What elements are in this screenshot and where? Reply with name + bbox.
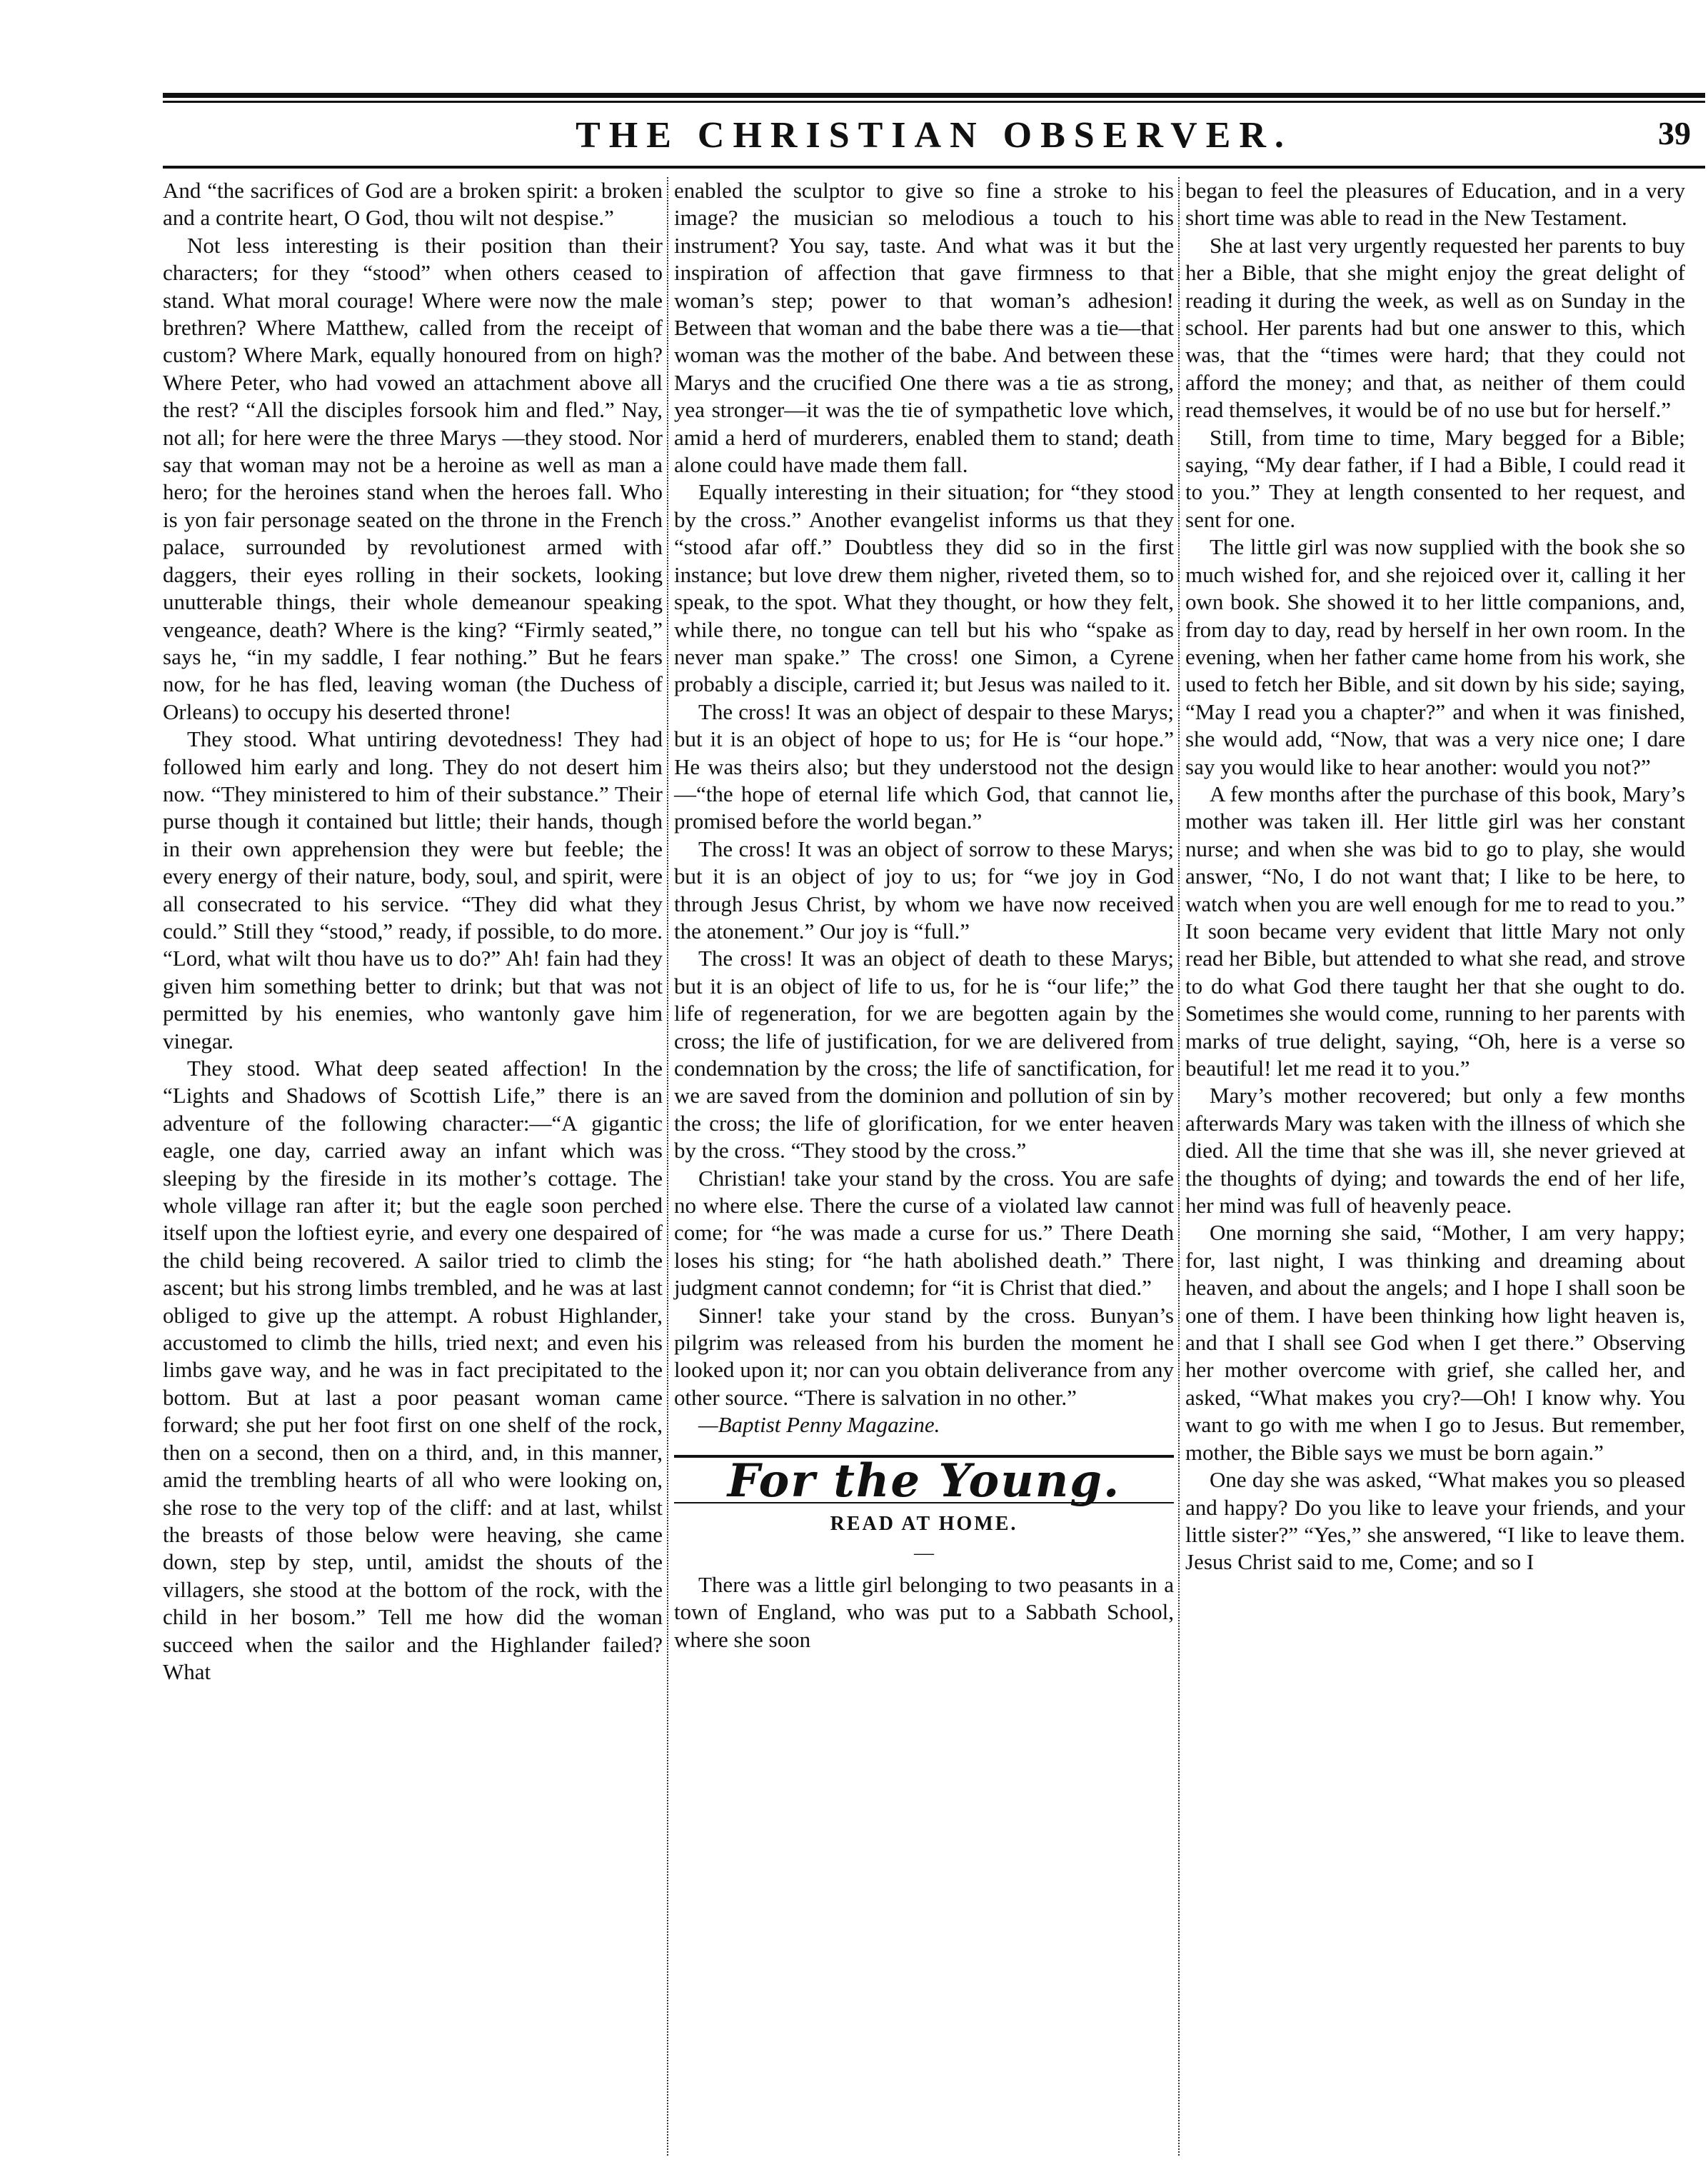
paragraph: They stood. What deep seated affection! In the “Lights and Shadows of Scottish Life,” there is an adventure of the following character:—“A gigantic eagle, one day, carried away an infant which was sleeping by the fireside in its mother’s cottage. The whole village ran after it; but the eagle soon perched itself upon the loftiest eyrie, and every one despaired of the child being recovered. A sailor tried to climb the ascent; but his strong limbs trembled, and he was at last obliged to give up the attempt. A robust Highlander, accustomed to climb the hills, tried next; and even his limbs gave way, and he was in fact precipitated to the bottom. But at last a poor peasant woman came forward; she put her foot first on one shelf of the rock, then on a second, then on a third, and, in this manner, amid the trembling hearts of all who were looking on, she rose to the very top of the cliff: and at last, whilst the breasts of those below were heaving, she came down, step by step, until, amidst the shouts of the villagers, she stood at the bottom of the rock, with the child in her bosom.” Tell me how did the woman succeed when the sailor and the Highlander failed? What [163,1056,663,1684]
separator-dash: — [914,1541,934,1564]
paragraph: began to feel the pleasures of Education, and in a very short time was able to read in the New Testament. [1185,178,1685,231]
section-header-box [674,1453,1174,1508]
paragraph: The cross! It was an object of sorrow to these Marys; but it is an object of joy to us; for “we joy in God through Jesus Christ, by whom we have now received the atonement.” Our joy is “full.” [674,836,1174,944]
header-rule [163,166,1705,169]
paragraph: The cross! It was an object of death to these Marys; but it is an object of life to us, for he is “our life;” the life of regeneration, for we are begotten again by the cross; the life of justification, for we are delivered from condemnation by the cross; the life of sanctification, for we are saved from the dominion and pollution of sin by the cross; the life of glorification, for we enter heaven by the cross. “They stood by the cross.” [674,946,1174,1163]
paragraph: Not less interesting is their position than their characters; for they “stood” when others ceased to stand. What moral courage! Where were now the male brethren? Where Matthew, called from the receipt of custom? Where Mark, equally honoured from on high? Where Peter, who had vowed an attachment above all the rest? “All the disciples forsook him and fled.” Nay, not all; for here were the three Marys —they stood. Nor say that woman may not be a heroine as well as man a hero; for the heroines stand when the heroes fall. Who is yon fair personage seated on the throne in the French palace, surrounded by revolutionest armed with daggers, their eyes rolling in their sockets, looking unutterable things, their whole demeanour speaking vengeance, death? Where is the king? “Firmly seated,” says he, “in my saddle, I fear nothing.” But he fears now, for he has fled, leaving woman (the Duchess of Orleans) to occupy his deserted throne! [163,232,663,724]
column-left [163,177,663,2156]
column-right [1185,177,1685,2156]
publication-title: THE CHRISTIAN OBSERVER. [576,115,1292,156]
paragraph: Equally interesting in their situation; for “they stood by the cross.” Another evangelist informs us that they “stood afar off.” Doubtless they did so in the first instance; but love drew them nigher, riveted them, so to speak, to the spot. What they thought, or how they felt, while there, no tongue can tell but his who “spake as never man spake.” The cross! one Simon, a Cyrene probably a disciple, carried it; but Jesus was nailed to it. [674,479,1174,697]
paragraph: The little girl was now supplied with the book she so much wished for, and she rejoiced over it, calling it her own book. She showed it to her little companions, and, from day to day, read by herself in her own room. In the evening, when her father came home from his work, she used to fetch her Bible, and sit down by his side; saying, “May I read you a chapter?” and when it was finished, she would add, “Now, that was a very nice one; I dare say you would like to hear another: would you not?” [1185,534,1685,779]
masthead [163,114,1705,164]
paragraph: And “the sacrifices of God are a broken spirit: a broken and a contrite heart, O God, thou wilt not despise.” [163,178,663,231]
paragraph: One morning she said, “Mother, I am very happy; for, last night, I was thinking and dreaming about heaven, and about the angels; and I hope I shall soon be one of them. I have been thinking how light heaven is, and that I shall see God when I get there.” Observing her mother overcome with grief, she called her, and asked, “What makes you cry?—Oh! I know why. You want to go with me when I go to Jesus. But remember, mother, the Bible says we must be born again.” [1185,1220,1685,1465]
column-divider [1178,177,1180,2156]
paragraph: Christian! take your stand by the cross. You are safe no where else. There the curse of a violated law cannot come; for “he was made a curse for us.” There Death loses his sting; for “he hath abolished death.” There judgment cannot condemn; for “it is Christ that died.” [674,1165,1174,1301]
top-double-rule [163,93,1705,103]
column-divider [667,177,668,2156]
paragraph: Mary’s mother recovered; but only a few months afterwards Mary was taken with the illness of which she died. All the time that she was ill, she never grieved at the thoughts of dying; and towards the end of her life, her mind was full of heavenly peace. [1185,1083,1685,1218]
section-title: For the Young. [727,1453,1121,1508]
paragraph: They stood. What untiring devotedness! They had followed him early and long. They do not desert him now. “They ministered to him of their substance.” Their purse though it contained but little; their hands, though in their own apprehension they were but feeble; the every energy of their nature, body, soul, and spirit, were all consecrated to his service. “They did what they could.” Still they “stood,” ready, if possible, to do more. “Lord, what wilt thou have us to do?” Ah! fain had they given him something better to drink; but that was not permitted by his enemies, who wantonly gave him vinegar. [163,726,663,1054]
paragraph: The cross! It was an object of despair to these Marys; but it is an object of hope to us; for He is “our hope.” He was theirs also; but they understood not the design—“the hope of eternal life which God, that cannot lie, promised before the world began.” [674,699,1174,834]
paragraph: There was a little girl belonging to two peasants in a town of England, who was put to a Sabbath School, where she soon [674,1571,1174,1652]
page-number: 39 [1658,115,1691,151]
paragraph: She at last very urgently requested her parents to buy her a Bible, that she might enjoy the great delight of reading it during the week, as well as on Sunday in the school. Her parents had but one answer to this, which was, that the “times were hard; that they could not afford the money; and that, as neither of them could read themselves, it would be of no use but for herself.” [1185,232,1685,423]
article-subhead: READ AT HOME. [830,1513,1018,1536]
paragraph: enabled the sculptor to give so fine a stroke to his image? the musician so melodious a touch to his instrument? You say, taste. And what was it but the inspiration of affection that gave firmness to that woman’s step; power to that woman’s adhesion! Between that woman and the babe there was a tie—that woman was the mother of the babe. And between these Marys and the crucified One there was a tie as strong, yea stronger—it was the tie of sympathetic love which, amid a herd of murderers, enabled them to stand; death alone could have made them fall. [674,178,1174,478]
paragraph: Sinner! take your stand by the cross. Bunyan’s pilgrim was released from his burden the moment he looked upon it; nor can you obtain deliverance from any other source. “There is salvation in no other.” [674,1302,1174,1410]
paragraph: A few months after the purchase of this book, Mary’s mother was taken ill. Her little girl was her constant nurse; and when she was bid to go to play, she would answer, “No, I do not want that; I like to be here, to watch when you are well enough for me to read to you.” It soon became very evident that little Mary not only read her Bible, but attended to what she read, and strove to do what God there taught her that she ought to do. Sometimes she would come, running to her parents with marks of true delight, saying, “Oh, here is a verse so beautiful! let me read it to you.” [1185,781,1685,1081]
paragraph: Still, from time to time, Mary begged for a Bible; saying, “My dear father, if I had a Bible, I could read it to you.” They at length consented to her request, and sent for one. [1185,424,1685,532]
column-middle [674,177,1174,2156]
paragraph: One day she was asked, “What makes you so pleased and happy? Do you like to leave your friends, and your little sister?” “Yes,” she answered, “I like to leave them. Jesus Christ said to me, Come; and so I [1185,1467,1685,1575]
source-attribution: —Baptist Penny Magazine. [698,1412,940,1438]
